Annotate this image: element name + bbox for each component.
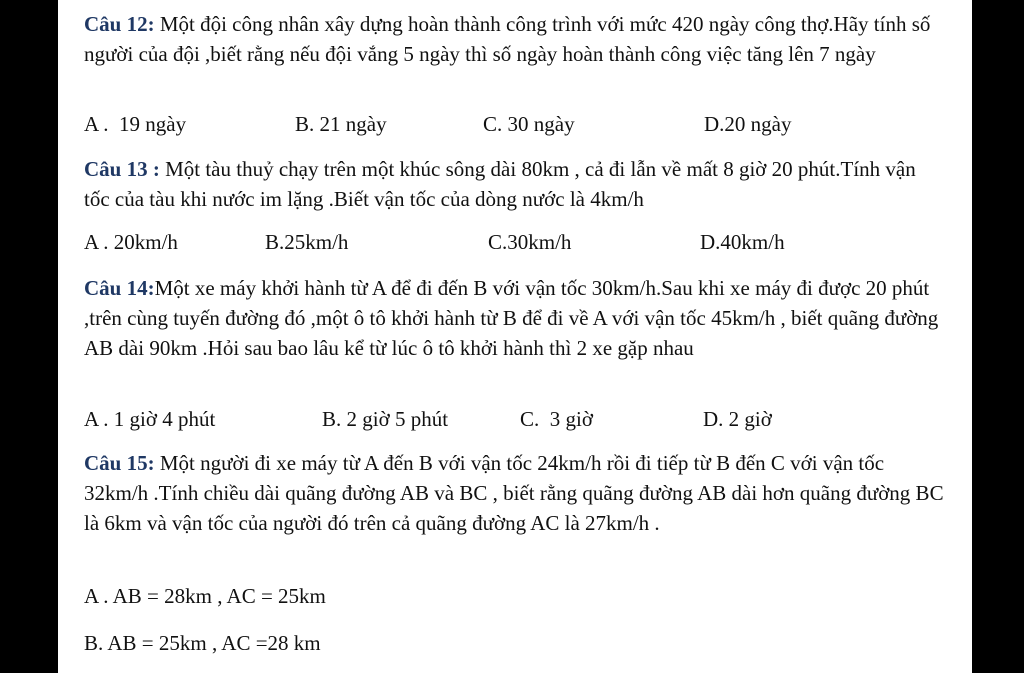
- question-12-option-b[interactable]: B. 21 ngày: [295, 112, 387, 136]
- question-12-label: Câu 12:: [84, 12, 155, 36]
- question-13: [84, 154, 944, 257]
- question-13-text: Một tàu thuỷ chạy trên một khúc sông dài 80km , cả đi lẫn về mất 8 giờ 20 phút.Tính vận tốc của tàu khi nước im lặng .Biết vận tốc của dòng nước là 4km/h: [84, 157, 916, 211]
- question-13-option-d[interactable]: D.40km/h: [700, 230, 785, 254]
- question-14: [84, 273, 944, 434]
- question-13-option-a[interactable]: A . 20km/h: [84, 230, 178, 254]
- question-15-option-a-row: [84, 581, 944, 611]
- question-12-option-d[interactable]: D.20 ngày: [704, 112, 792, 136]
- question-14-label: Câu 14:: [84, 276, 155, 300]
- question-14-text: Một xe máy khởi hành từ A để đi đến B với vận tốc 30km/h.Sau khi xe máy đi được 20 phút ,trên cùng tuyến đường đó ,một ô tô khởi hành từ B để đi về A với vận tốc 45km/h , biết quãng đường AB dài 90km .Hỏi sau bao lâu kể từ lúc ô tô khởi hành thì 2 xe gặp nhau: [84, 276, 939, 360]
- question-15-label: Câu 15:: [84, 451, 155, 475]
- question-13-option-c[interactable]: C.30km/h: [488, 230, 572, 254]
- question-15-text: Một người đi xe máy từ A đến B với vận tốc 24km/h rồi đi tiếp từ B đến C với vận tốc 32km/h .Tính chiều dài quãng đường AB và BC , biết rằng quãng đường AB dài hơn quãng đường BC là 6km và vận tốc của người đó trên cả quãng đường AC là 27km/h .: [84, 451, 944, 535]
- question-12-option-c[interactable]: C. 30 ngày: [483, 112, 575, 136]
- question-12-options: [84, 109, 944, 139]
- question-14-option-b[interactable]: B. 2 giờ 5 phút: [322, 407, 449, 431]
- question-12-text-block: [84, 9, 944, 99]
- question-15-option-b-row: [84, 628, 944, 658]
- question-13-label: Câu 13 :: [84, 157, 160, 181]
- document-page: [58, 0, 972, 673]
- question-14-option-d[interactable]: D. 2 giờ: [703, 407, 772, 431]
- question-14-option-a[interactable]: A . 1 giờ 4 phút: [84, 407, 216, 431]
- question-13-text-block: [84, 154, 944, 214]
- question-14-options: [84, 404, 944, 434]
- question-12: [84, 9, 944, 139]
- question-14-text-block: [84, 273, 944, 393]
- question-15-option-b[interactable]: B. AB = 25km , AC =28 km: [84, 631, 321, 655]
- question-15-text-block: [84, 448, 944, 568]
- question-14-option-c[interactable]: C. 3 giờ: [520, 407, 593, 431]
- question-12-option-a[interactable]: A . 19 ngày: [84, 112, 187, 136]
- question-12-text: Một đội công nhân xây dựng hoàn thành công trình với mức 420 ngày công thợ.Hãy tính số người của đội ,biết rằng nếu đội vắng 5 ngày thì số ngày hoàn thành công việc tăng lên 7 ngày: [84, 12, 931, 66]
- question-15-option-a[interactable]: A . AB = 28km , AC = 25km: [84, 584, 326, 608]
- question-13-option-b[interactable]: B.25km/h: [265, 230, 349, 254]
- question-15: [84, 448, 944, 658]
- question-13-options: [84, 227, 944, 257]
- question-list: [84, 9, 944, 658]
